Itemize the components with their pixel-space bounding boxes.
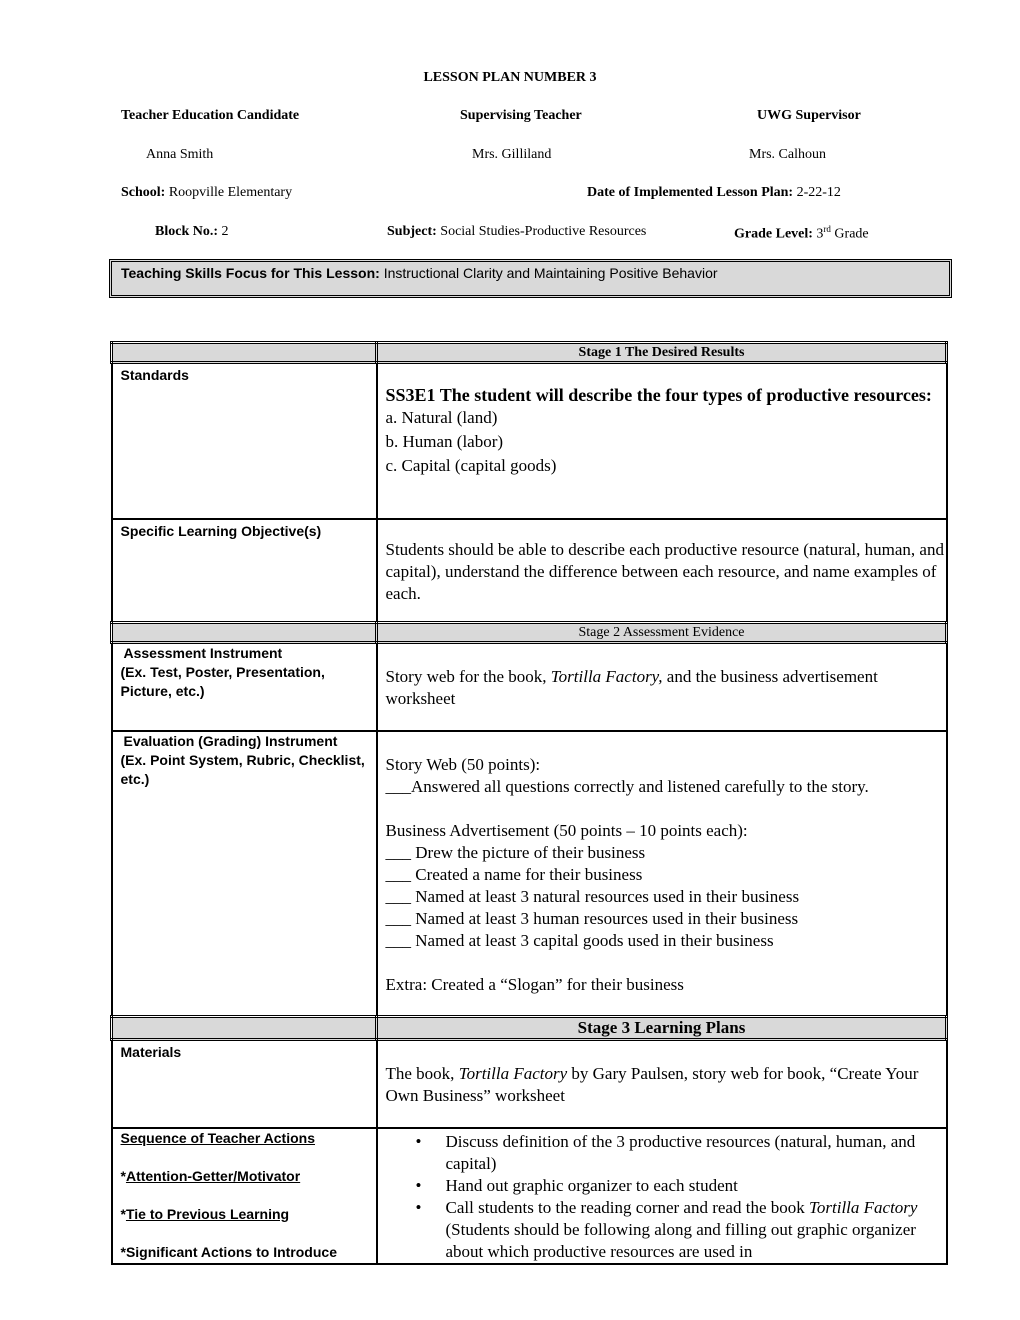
assessment-examples: (Ex. Test, Poster, Presentation, Picture, etc.) — [120, 664, 325, 699]
attention-star: * — [120, 1167, 126, 1184]
assessment-text-post: and the business advertisement worksheet — [385, 667, 878, 708]
materials-row — [112, 1040, 947, 1128]
lesson-plan-table — [110, 341, 948, 1265]
materials-text — [386, 1063, 946, 1107]
extra-credit: Extra: Created a “Slogan” for their business — [385, 974, 684, 994]
action-item: • Discuss definition of the 3 productive resources (natural, human, and capital) — [446, 1131, 946, 1175]
book-title: Tortilla Factory, — [550, 667, 663, 686]
grade-field — [734, 224, 869, 243]
standards-row — [112, 363, 947, 519]
stage1-header-row — [112, 343, 947, 363]
stage3-header-cell — [377, 1017, 947, 1040]
stage2-header-row — [112, 623, 947, 643]
action-list — [386, 1131, 946, 1263]
supervising-label: Supervising Teacher — [460, 108, 582, 123]
sequence-row — [112, 1128, 947, 1264]
action-item: • Hand out graphic organizer to each student — [446, 1175, 946, 1197]
supervising-name: Mrs. Gilliland — [472, 147, 552, 162]
sequence-content — [377, 1128, 947, 1264]
evaluation-content — [377, 731, 947, 1017]
materials-book-title: Tortilla Factory — [458, 1064, 568, 1083]
block-value: 2 — [221, 224, 229, 239]
sequence-label-cell — [112, 1128, 377, 1264]
standard-item: b. Human (labor) — [385, 432, 504, 451]
objective-row — [112, 519, 947, 623]
business-item: ___ Named at least 3 capital goods used in their business — [385, 930, 774, 950]
subject-label: Subject: — [387, 224, 437, 239]
focus-value: Instructional Clarity and Maintaining Positive Behavior — [383, 265, 718, 281]
stage2-title: Stage 2 Assessment Evidence — [578, 625, 745, 640]
school-field — [121, 185, 292, 201]
date-label: Date of Implemented Lesson Plan: — [587, 185, 794, 200]
stage2-header-left — [112, 623, 377, 643]
stage3-title: Stage 3 Learning Plans — [577, 1018, 746, 1037]
assessment-text — [386, 666, 946, 710]
school-value: Roopville Elementary — [168, 185, 293, 200]
stage1-title: Stage 1 The Desired Results — [578, 345, 745, 360]
school-label: School: — [121, 185, 166, 200]
stage3-header-row — [112, 1017, 947, 1040]
standards-label: Standards — [112, 363, 377, 519]
assessment-row — [112, 643, 947, 731]
teaching-focus-box — [109, 259, 952, 298]
tie-star: * — [120, 1205, 126, 1222]
objective-label: Specific Learning Objective(s) — [112, 519, 377, 623]
candidate-label: Teacher Education Candidate — [121, 108, 300, 123]
standards-content — [377, 363, 947, 519]
grade-num: 3 — [816, 226, 824, 242]
stage3-header-left — [112, 1017, 377, 1040]
evaluation-examples: (Ex. Point System, Rubric, Checklist, etc.) — [120, 751, 365, 787]
date-value: 2-22-12 — [796, 185, 841, 200]
sequence-label: Sequence of Teacher Actions — [120, 1129, 315, 1146]
grade-label: Grade Level: — [734, 226, 813, 242]
business-item: ___ Named at least 3 human resources used in their business — [385, 908, 799, 928]
assessment-label-cell — [112, 643, 377, 731]
objective-content — [377, 519, 947, 623]
subject-field — [387, 224, 646, 240]
stage1-header-left — [112, 343, 377, 363]
business-item: ___ Drew the picture of their business — [385, 842, 646, 862]
materials-post: by Gary Paulsen, story web for book, “Create Your Own Business” worksheet — [385, 1064, 919, 1105]
business-item: ___ Named at least 3 natural resources used in their business — [385, 886, 800, 906]
action-item — [446, 1197, 946, 1263]
assessment-content — [377, 643, 947, 731]
standard-item: a. Natural (land) — [385, 408, 498, 427]
assessment-label: Assessment Instrument — [123, 645, 283, 661]
candidate-name: Anna Smith — [146, 147, 214, 162]
block-label: Block No.: — [155, 224, 218, 239]
attention-getter — [121, 1167, 376, 1186]
evaluation-row — [112, 731, 947, 1017]
materials-label: Materials — [112, 1040, 377, 1128]
story-web-heading: Story Web (50 points): — [385, 754, 541, 774]
materials-pre: The book, — [385, 1064, 459, 1083]
action-3-book: Tortilla Factory — [809, 1197, 918, 1217]
business-heading: Business Advertisement (50 points – 10 points each): — [385, 820, 748, 840]
attention-label: Attention-Getter/Motivator — [125, 1167, 301, 1184]
action-3-post: (Students should be following along and filling out graphic organizer about which productive resources are used in — [445, 1219, 916, 1261]
standard-item: c. Capital (capital goods) — [385, 456, 557, 475]
page-title: LESSON PLAN NUMBER 3 — [423, 70, 597, 85]
story-web-item: ___Answered all questions correctly and listened carefully to the story. — [385, 776, 869, 796]
action-3-pre: Call students to the reading corner and read the book — [445, 1197, 809, 1217]
objective-text: Students should be able to describe each productive resource (natural, human, and capital), understand the difference between each resource, and name examples of each. — [385, 539, 944, 603]
tie-label: Tie to Previous Learning — [125, 1205, 290, 1222]
uwg-name: Mrs. Calhoun — [749, 147, 826, 162]
assessment-text-pre: Story web for the book, — [385, 667, 551, 686]
tie-previous — [121, 1205, 376, 1224]
business-item: ___ Created a name for their business — [385, 864, 643, 884]
materials-content — [377, 1040, 947, 1128]
stage1-header-cell — [377, 343, 947, 363]
uwg-label: UWG Supervisor — [757, 108, 861, 123]
focus-label: Teaching Skills Focus for This Lesson: — [121, 265, 380, 281]
grade-word: Grade — [834, 226, 869, 242]
date-field — [587, 185, 841, 201]
stage2-header-cell — [377, 623, 947, 643]
evaluation-label: Evaluation (Grading) Instrument — [123, 732, 338, 749]
standard-heading: SS3E1 The student will describe the four types of productive resources: — [385, 385, 932, 405]
subject-value: Social Studies-Productive Resources — [440, 224, 647, 239]
significant-actions: *Significant Actions to Introduce — [120, 1243, 337, 1260]
grade-sup: rd — [823, 224, 831, 234]
evaluation-label-cell — [112, 731, 377, 1017]
block-field — [155, 224, 229, 240]
